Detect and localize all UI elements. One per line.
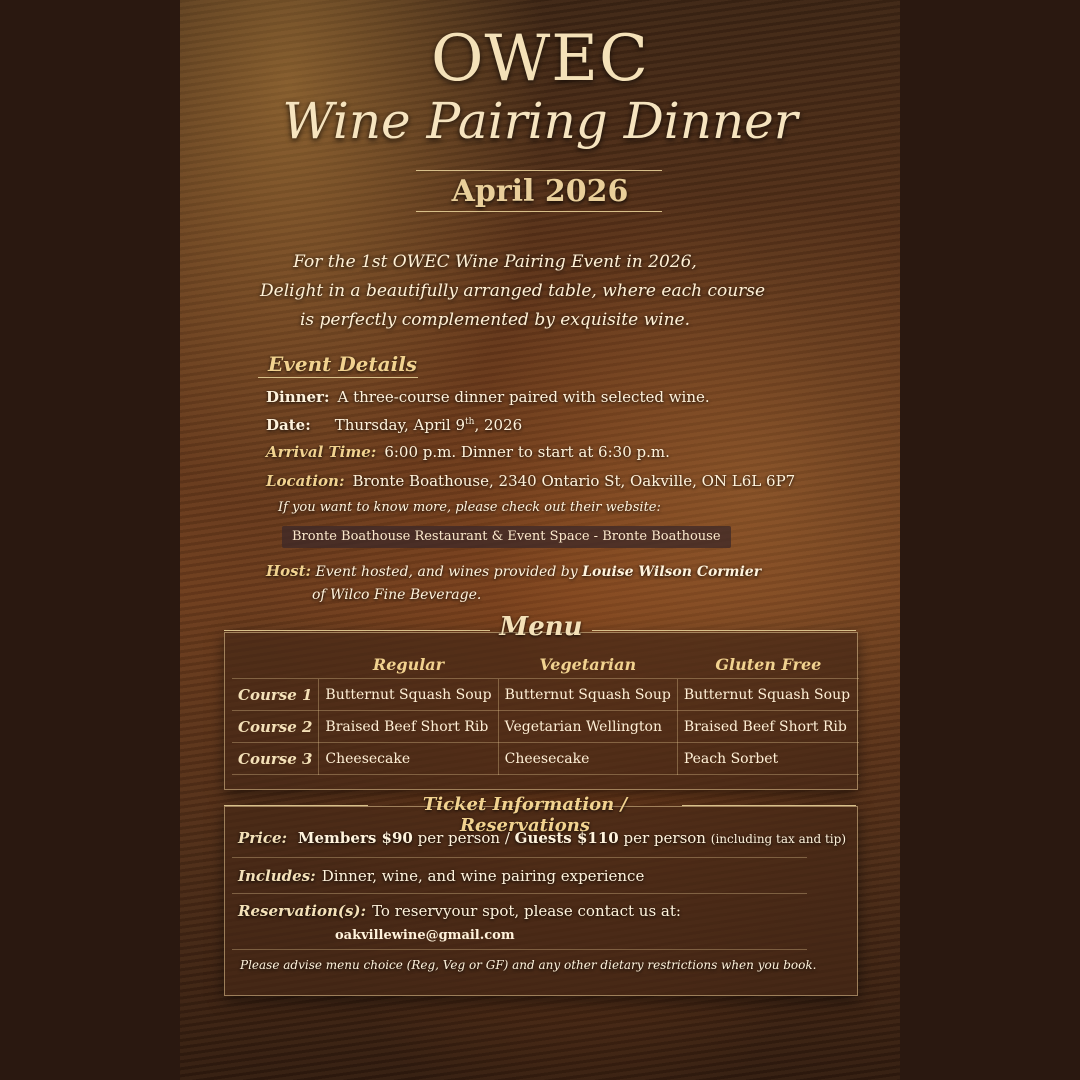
ticket-divider [232,949,807,950]
menu-row [232,711,859,743]
tickets-heading: Ticket Information / Reservations [422,794,628,836]
arrival-value: 6:00 p.m. Dinner to start at 6:30 p.m. [384,443,670,461]
price-label: Price: [238,829,288,847]
includes-value: Dinner, wine, and wine pairing experience [321,867,645,885]
intro-line-2: Delight in a beautifully arranged table, where each course [260,281,766,301]
detail-arrival [266,443,670,461]
location-label: Location: [266,472,345,490]
title-divider-bottom [416,211,662,212]
menu-cell: Cheesecake [498,743,677,775]
date-suffix: th [465,417,475,427]
poster-date: April 2026 [451,174,629,209]
website-link[interactable]: Bronte Boathouse Restaurant & Event Space - Bronte Boathouse [282,526,731,548]
course-label: Course 1 [232,679,319,711]
intro-text [260,248,766,335]
menu-header-row [232,650,859,679]
date-year: , 2026 [474,416,523,434]
ticket-price [238,829,846,847]
menu-heading: Menu [499,612,583,642]
menu-col-regular: Regular [319,650,498,679]
menu-cell: Butternut Squash Soup [319,679,498,711]
tickets-rule-left [224,805,368,806]
title-divider-top [416,170,662,171]
menu-cell: Peach Sorbet [677,743,859,775]
intro-line-3: is perfectly complemented by exquisite wine. [299,310,690,330]
menu-col-gluten-free: Gluten Free [677,650,859,679]
ticket-divider [232,857,807,858]
menu-table [232,650,859,775]
intro-line-1: For the 1st OWEC Wine Pairing Event in 2026, [293,252,697,272]
menu-col-vegetarian: Vegetarian [498,650,677,679]
detail-date [266,416,522,434]
website-note: If you want to know more, please check out their website: [278,500,661,515]
host-name: Louise Wilson Cormier [582,564,762,580]
location-value: Bronte Boathouse, 2340 Ontario St, Oakville, ON L6L 6P7 [352,472,796,490]
menu-cell: Braised Beef Short Rib [677,711,859,743]
menu-cell: Braised Beef Short Rib [319,711,498,743]
host-text: Event hosted, and wines provided by [315,564,578,580]
date-value: Thursday, April 9 [334,416,466,434]
event-details-heading: Event Details [268,352,418,376]
course-label: Course 3 [232,743,319,775]
menu-rule-left [224,630,490,631]
ticket-includes [238,867,644,885]
guests-price: Guests $110 [514,829,619,847]
poster-title: OWEC [431,22,649,96]
menu-cell: Cheesecake [319,743,498,775]
detail-host [266,560,761,607]
menu-header-blank [232,650,319,679]
menu-cell: Vegetarian Wellington [498,711,677,743]
course-label: Course 2 [232,711,319,743]
contact-email[interactable]: oakvillewine@gmail.com [335,928,515,943]
menu-cell: Butternut Squash Soup [498,679,677,711]
dietary-note: Please advise menu choice (Reg, Veg or GF) and any other dietary restrictions when you book. [240,958,817,972]
price-note: (including tax and tip) [710,832,847,846]
event-poster [180,0,900,1080]
poster-subtitle: Wine Pairing Dinner [282,92,798,150]
menu-row [232,743,859,775]
event-details-underline [258,377,418,378]
reservation-value: To reservyour spot, please contact us at: [372,902,681,920]
dinner-label: Dinner: [266,388,330,406]
menu-rule-right [592,630,856,631]
per-person-1: per person / [417,829,510,847]
arrival-label: Arrival Time: [266,443,377,461]
date-label: Date: [266,416,311,434]
ticket-divider [232,893,807,894]
dinner-value: A three-course dinner paired with selected wine. [337,388,710,406]
detail-location [266,472,795,490]
menu-cell: Butternut Squash Soup [677,679,859,711]
ticket-reservation [238,902,681,920]
per-person-2: per person [623,829,706,847]
detail-dinner [266,388,710,406]
members-price: Members $90 [297,829,413,847]
host-line-2: of Wilco Fine Beverage. [312,587,482,603]
host-label: Host: [266,562,312,580]
reservation-label: Reservation(s): [238,902,367,920]
includes-label: Includes: [238,867,316,885]
menu-row [232,679,859,711]
tickets-rule-right [682,805,856,806]
